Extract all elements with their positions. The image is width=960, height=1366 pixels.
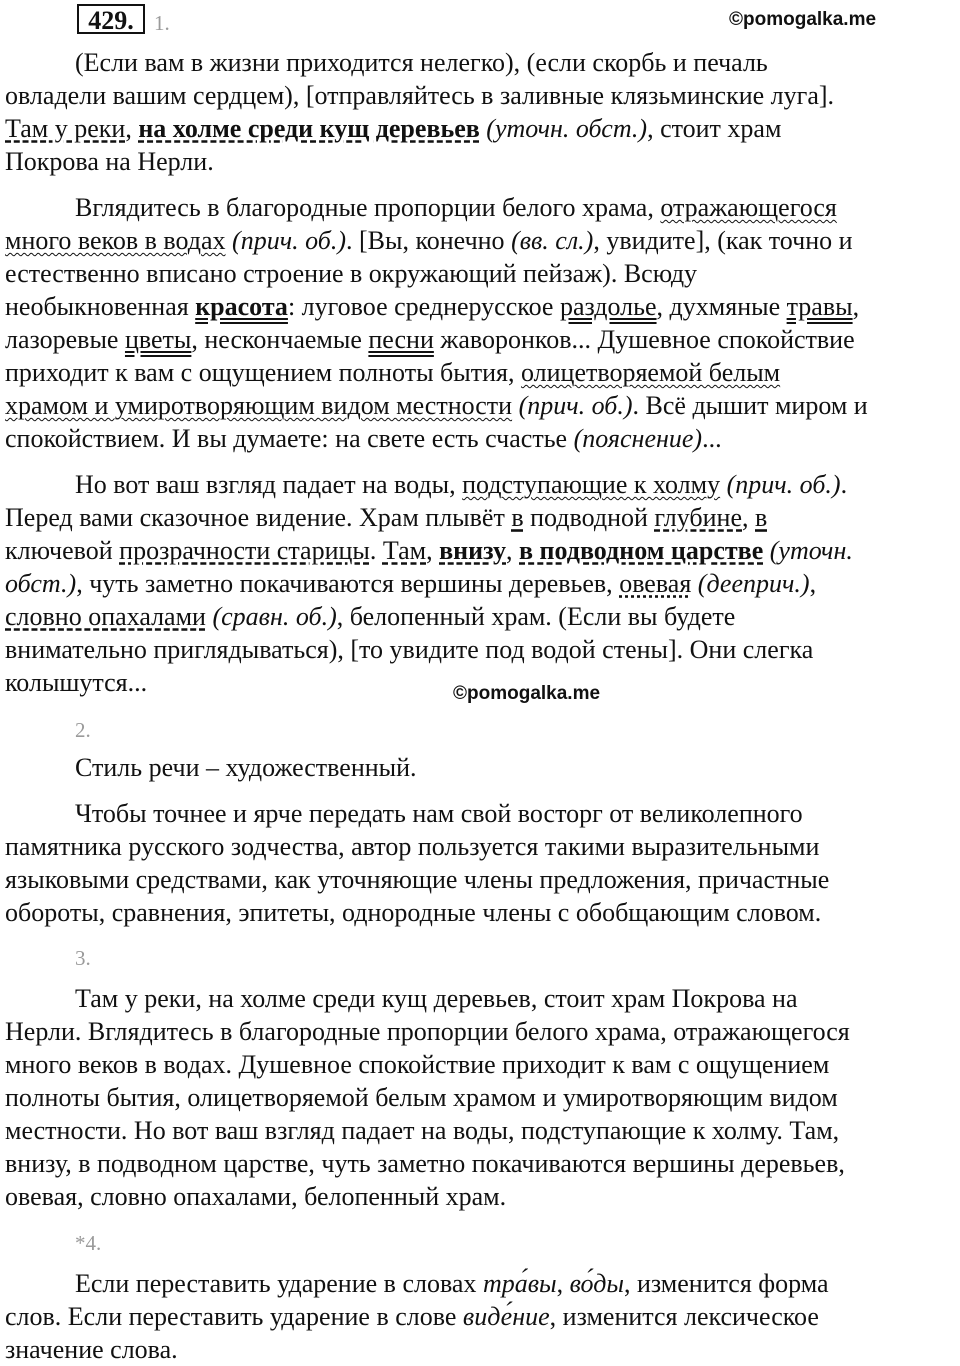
text-run: , изменится форма — [623, 1269, 829, 1298]
text-run: Перед вами сказочное видение. Храм плывёт — [5, 503, 512, 532]
text-run: ... — [702, 424, 722, 453]
homogeneous-member: цветы — [124, 325, 192, 354]
text-run: , нескончаемые — [191, 325, 369, 354]
exercise-number: 429. — [77, 4, 145, 34]
text-run: слов. Если переставить ударение в слове — [5, 1302, 463, 1331]
clarifying-member: на холме среди кущ деревьев — [138, 114, 480, 143]
s2-line-3: языковыми средствами, как уточняющие члены предложения, причастные — [5, 865, 830, 894]
watermark-top: ©pomogalka.me — [729, 9, 877, 30]
p2-line-8 — [5, 422, 722, 455]
p2-line-5 — [5, 323, 855, 356]
text-run: , — [556, 1269, 570, 1298]
s3-line-6: внизу, в подводном царстве, чуть заметно покачиваются вершины деревьев, — [5, 1149, 845, 1178]
comparative-phrase: словно опахалами — [5, 602, 206, 631]
s3-line-4: полноты бытия, олицетворяемой белым храмом и умиротворяющим видом — [5, 1083, 838, 1112]
text-run: лазоревые — [5, 325, 125, 354]
text-run: , — [506, 536, 520, 565]
text-run: . [Вы, конечно — [345, 226, 512, 255]
text-run: , — [742, 503, 755, 532]
marker-1: 1. — [154, 11, 170, 35]
preposition: в — [755, 503, 768, 532]
p3-line-5 — [5, 600, 735, 633]
marker-4: *4. — [75, 1231, 102, 1255]
text-run: жаворонков... Душевное спокойствие — [433, 325, 855, 354]
text-run: ключевой — [5, 536, 120, 565]
p2-line-7 — [5, 389, 868, 422]
annotation: (прич. об.) — [225, 226, 346, 255]
s4-line-3: значение слова. — [5, 1335, 178, 1364]
participle-phrase: олицетворяемой белым — [520, 358, 781, 387]
participle-phrase: храмом и умиротворяющим видом местности — [5, 391, 513, 420]
text-run: . — [369, 536, 383, 565]
preposition: в — [511, 503, 524, 532]
annotation: (прич. об.) — [512, 391, 633, 420]
text-run: , — [426, 536, 440, 565]
s3-line-1: Там у реки, на холме среди кущ деревьев, стоит храм Покрова на — [75, 984, 798, 1013]
marker-2: 2. — [75, 718, 91, 742]
annotation: обст.) — [5, 569, 77, 598]
p1-line-3 — [5, 112, 781, 145]
text-run: . Всё дышит миром и — [632, 391, 868, 420]
text-run: подводной — [523, 503, 655, 532]
p2-line-2 — [5, 224, 853, 257]
p1-line-1: (Если вам в жизни приходится нелегко), (если скорбь и печаль — [75, 48, 768, 77]
p1-line-2: овладели вашим сердцем), [отправляйтесь в заливные клязьминские луга]. — [5, 81, 835, 110]
s3-line-7: овевая, словно опахалами, белопенный храм. — [5, 1182, 507, 1211]
s2-line-1: Чтобы точнее и ярче передать нам свой восторг от великолепного — [75, 799, 803, 828]
p3-line-3 — [5, 534, 853, 567]
s2-line-4: обороты, сравнения, эпитеты, однородные члены с обобщающим словом. — [5, 898, 822, 927]
watermark-middle: ©pomogalka.me — [453, 683, 601, 704]
homogeneous-member: песни — [368, 325, 434, 354]
annotation: (сравн. об.) — [205, 602, 337, 631]
s3-line-2: Нерли. Вглядитесь в благородные пропорции белого храма, отражающегося — [5, 1017, 850, 1046]
text-run: , — [125, 114, 139, 143]
p2-line-6 — [5, 356, 780, 389]
text-run: , духмяные — [656, 292, 787, 321]
s2-line-2: памятника русского зодчества, автор пользуется такими выразительными — [5, 832, 820, 861]
annotation: (уточн. — [763, 536, 853, 565]
p3-line-2 — [5, 501, 767, 534]
adverbial-word: Там — [382, 536, 427, 565]
participle-phrase: подступающие к холму — [462, 470, 721, 499]
homogeneous-member: раздолье — [559, 292, 657, 321]
text-run: Но вот ваш взгляд падает на воды, — [75, 470, 463, 499]
clarifying-member: внизу — [439, 536, 507, 565]
stressed-word: во́ды — [569, 1269, 624, 1298]
text-run: , чуть заметно покачиваются вершины деревьев, — [76, 569, 620, 598]
text-run: , увидите], (как точно и — [593, 226, 853, 255]
homogeneous-member: травы — [786, 292, 853, 321]
annotation: (вв. сл.) — [511, 226, 594, 255]
generalizing-word: красота — [195, 292, 288, 321]
adverbial-phrase: прозрачности старицы — [119, 536, 370, 565]
text-run: , — [852, 292, 860, 321]
p1-line-4: Покрова на Нерли. — [5, 147, 214, 176]
adverbial-phrase: Там у реки — [5, 114, 126, 143]
s3-line-3: много веков в водах. Душевное спокойствие приходит к вам с ощущением — [5, 1050, 830, 1079]
p2-line-4 — [5, 290, 859, 323]
text-run: , — [809, 569, 817, 598]
marker-3: 3. — [75, 946, 91, 970]
p3-line-1 — [75, 468, 847, 501]
stressed-word: виде́ние — [462, 1302, 550, 1331]
gerund: овевая — [619, 569, 692, 598]
p2-line-1 — [75, 191, 837, 224]
stressed-word: тра́вы — [482, 1269, 557, 1298]
annotation: (прич. об.) — [720, 470, 841, 499]
p3-line-6: внимательно приглядываться), [то увидите под водой стены]. Они слегка — [5, 635, 814, 664]
participle-phrase: много веков в водах — [5, 226, 226, 255]
annotation: (уточн. обст.) — [479, 114, 648, 143]
participle-phrase: отражающегося — [660, 193, 837, 222]
text-run: спокойствием. И вы думаете: на свете есть счастье — [5, 424, 574, 453]
text-run: , стоит храм — [647, 114, 782, 143]
adverbial-word: глубине — [654, 503, 742, 532]
p3-line-7: колышутся... — [5, 668, 148, 697]
s4-line-1 — [75, 1267, 829, 1300]
s2-style-line: Стиль речи – художественный. — [75, 753, 417, 782]
annotation: (пояснение) — [573, 424, 703, 453]
s4-line-2 — [5, 1300, 819, 1333]
p2-line-3: естественно вписано строение в окружающий пейзаж). Всюду — [5, 259, 698, 288]
text-run: : луговое среднерусское — [287, 292, 560, 321]
text-run: Вглядитесь в благородные пропорции белого храма, — [75, 193, 661, 222]
p3-line-4 — [5, 567, 816, 600]
text-run: . — [840, 470, 848, 499]
text-run: необыкновенная — [5, 292, 196, 321]
text-run: , изменится лексическое — [549, 1302, 819, 1331]
text-run: Если переставить ударение в словах — [75, 1269, 483, 1298]
clarifying-member: в подводном царстве — [519, 536, 764, 565]
text-run: приходит к вам с ощущением полноты бытия, — [5, 358, 521, 387]
s3-line-5: местности. Но вот ваш взгляд падает на воды, подступающие к холму. Там, — [5, 1116, 840, 1145]
annotation: (дееприч.) — [691, 569, 810, 598]
text-run: , белопенный храм. (Если вы будете — [336, 602, 736, 631]
